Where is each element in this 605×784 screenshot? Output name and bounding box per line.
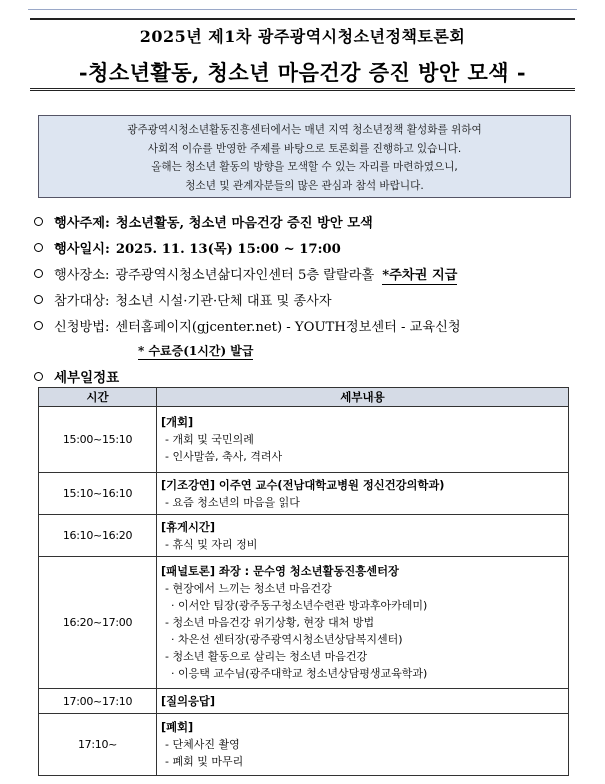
page-title: 2025년 제1차 광주광역시청소년정책토론회 — [139, 27, 466, 46]
info-venue — [34, 264, 579, 290]
row-time: 17:00~17:10 — [39, 689, 157, 714]
row-line: - 단체사진 촬영 — [165, 738, 240, 751]
schedule-title — [34, 366, 119, 386]
event-info — [34, 212, 579, 366]
intro-box — [38, 115, 571, 198]
row-heading: [개회] — [161, 416, 194, 429]
table-row — [39, 407, 569, 473]
intro-line: 광주광역시청소년활동진흥센터에서는 매년 지역 청소년정책 활성화를 위하여 — [127, 124, 482, 136]
row-line: - 개회 및 국민의례 — [165, 433, 254, 446]
schedule-table — [38, 387, 569, 776]
table-row — [39, 557, 569, 689]
top-rule — [28, 9, 577, 10]
circle-bullet-icon — [34, 243, 43, 252]
info-label: 행사일시: — [54, 242, 110, 257]
row-content — [157, 407, 569, 473]
row-heading: [폐회] — [161, 721, 194, 734]
info-target — [34, 290, 579, 316]
intro-line: 청소년 및 관계자분들의 많은 관심과 참석 바랍니다. — [185, 179, 424, 192]
table-row — [39, 714, 569, 776]
row-line: - 현장에서 느끼는 청소년 마음건강 — [165, 582, 332, 595]
info-label: 참가대상: — [54, 294, 110, 309]
table-row — [39, 689, 569, 714]
row-line: · 차은선 센터장(광주광역시청소년상담복지센터) — [171, 633, 403, 646]
row-time: 15:00~15:10 — [39, 407, 157, 473]
col-header-content: 세부내용 — [157, 388, 569, 407]
circle-bullet-icon — [34, 295, 43, 304]
info-label: 행사장소: — [54, 268, 110, 283]
row-heading: [휴게시간] — [161, 520, 215, 534]
schedule-title-text: 세부일정표 — [54, 370, 120, 386]
info-value: 센터홈페이지(gjcenter.net) - YOUTH정보센터 - 교육신청 — [115, 320, 461, 335]
row-content — [157, 473, 569, 515]
info-label: 행사주제: — [54, 216, 110, 231]
info-apply — [34, 316, 579, 342]
row-time: 16:20~17:00 — [39, 557, 157, 689]
intro-line: 사회적 이슈를 반영한 주제를 바탕으로 토론회를 진행하고 있습니다. — [147, 142, 462, 155]
row-time: 16:10~16:20 — [39, 515, 157, 557]
title-box — [30, 18, 575, 91]
row-content — [157, 557, 569, 689]
row-line: - 청소년 마음건강 위기상황, 현장 대처 방법 — [165, 616, 375, 629]
table-row — [39, 515, 569, 557]
info-label: 신청방법: — [54, 320, 110, 335]
info-theme — [34, 212, 579, 238]
circle-bullet-icon — [34, 217, 43, 226]
row-line: - 요즘 청소년의 마음을 읽다 — [165, 495, 300, 509]
row-line: · 이응택 교수님(광주대학교 청소년상담평생교육학과) — [171, 667, 428, 680]
info-value: 청소년 시설·기관·단체 대표 및 종사자 — [115, 294, 332, 309]
parking-note: *주차권 지급 — [382, 264, 457, 285]
circle-bullet-icon — [34, 321, 43, 330]
circle-bullet-icon — [34, 269, 43, 278]
col-header-time: 시간 — [39, 388, 157, 407]
table-row — [39, 473, 569, 515]
row-line: - 폐회 및 마무리 — [165, 755, 244, 768]
info-date — [34, 238, 579, 264]
intro-line: 올해는 청소년 활동의 방향을 모색할 수 있는 자리를 마련하였으니, — [151, 161, 458, 173]
row-line: - 휴식 및 자리 정비 — [165, 537, 258, 551]
certificate-note-row — [34, 342, 579, 366]
row-content — [157, 714, 569, 776]
row-content — [157, 515, 569, 557]
row-line: · 이서안 팀장(광주동구청소년수련관 방과후아카데미) — [171, 599, 428, 612]
certificate-note: * 수료증(1시간) 발급 — [138, 344, 254, 358]
row-heading: [기조강연] 이주연 교수(전남대학교병원 정신건강의학과) — [161, 478, 445, 492]
info-value: 청소년활동, 청소년 마음건강 증진 방안 모색 — [115, 216, 373, 231]
info-value: 2025. 11. 13(목) 15:00 ~ 17:00 — [115, 242, 341, 257]
row-heading: [패널토론] 좌장 : 문수영 청소년활동진흥센터장 — [161, 565, 399, 578]
row-content — [157, 689, 569, 714]
row-time: 17:10~ — [39, 714, 157, 776]
info-value: 광주광역시청소년삶디자인센터 5층 랄랄라홀 — [115, 268, 375, 283]
table-header-row — [39, 388, 569, 407]
row-time: 15:10~16:10 — [39, 473, 157, 515]
row-line: - 인사말씀, 축사, 격려사 — [165, 450, 283, 463]
row-line: - 청소년 활동으로 살리는 청소년 마음건강 — [165, 650, 368, 663]
row-heading: [질의응답] — [161, 694, 215, 708]
page-subtitle: -청소년활동, 청소년 마음건강 증진 방안 모색 - — [78, 60, 527, 85]
circle-bullet-icon — [34, 372, 43, 381]
